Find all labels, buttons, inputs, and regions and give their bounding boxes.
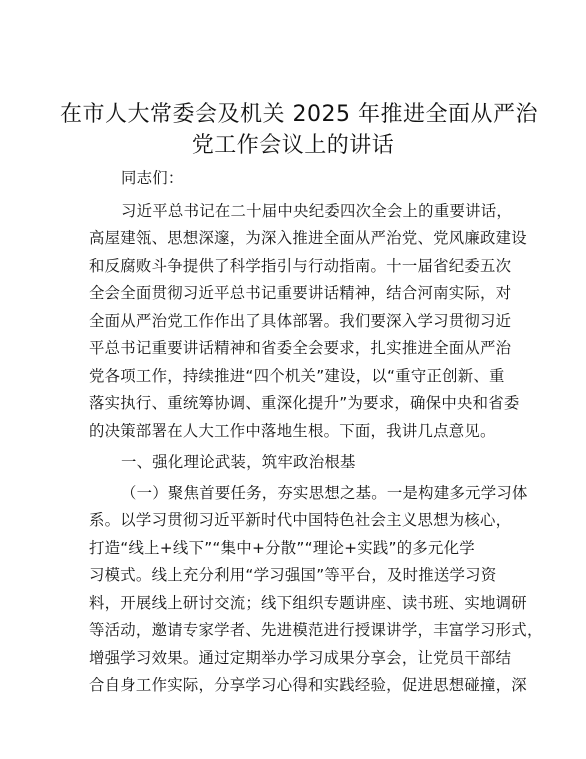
salutation: 同志们： xyxy=(121,169,184,187)
section-line: 系。以学习贯彻习近平新时代中国特色社会主义思想为核心， xyxy=(89,511,512,529)
intro-line: 习近平总书记在二十届中央纪委四次全会上的重要讲话， xyxy=(121,202,513,220)
section-line: 增强学习效果。通过定期举办学习成果分享会，让党员干部结 xyxy=(89,649,512,667)
intro-line: 高屋建瓴、思想深邃，为深入推进全面从严治党、党风廉政建设 xyxy=(89,229,527,247)
intro-line: 党各项工作，持续推进“四个机关”建设，以“重守正创新、重 xyxy=(89,367,505,385)
intro-line: 落实执行、重统筹协调、重深化提升”为要求，确保中央和省委 xyxy=(89,394,520,412)
section-line: 等活动，邀请专家学者、先进模范进行授课讲学，丰富学习形式， xyxy=(89,621,543,639)
section-line: （一）聚焦首要任务，夯实思想之基。一是构建多元学习体 xyxy=(121,484,528,502)
intro-line: 的决策部署在人大工作中落地生根。下面，我讲几点意见。 xyxy=(89,422,496,440)
section-line: 合自身工作实际，分享学习心得和实践经验，促进思想碰撞，深 xyxy=(89,676,527,694)
section-line: 习模式。线上充分利用“学习强国”等平台，及时推送学习资 xyxy=(89,566,497,584)
section-heading: 一、强化理论武装，筑牢政治根基 xyxy=(121,453,356,471)
intro-line: 和反腐败斗争提供了科学指引与行动指南。十一届省纪委五次 xyxy=(89,257,512,275)
intro-line: 平总书记重要讲话精神和省委全会要求，扎实推进全面从严治 xyxy=(89,339,512,357)
intro-line: 全面从严治党工作作出了具体部署。我们要深入学习贯彻习近 xyxy=(89,312,512,330)
document-title-line-1: 在市人大常委会及机关 2025 年推进全面从严治 xyxy=(60,102,538,127)
document-title-line-2: 党工作会议上的讲话 xyxy=(191,133,395,158)
section-line: 打造“线上+线下”“集中+分散”“理论+实践”的多元化学 xyxy=(89,539,475,557)
intro-line: 全会全面贯彻习近平总书记重要讲话精神，结合河南实际，对 xyxy=(89,284,512,302)
section-line: 料，开展线上研讨交流；线下组织专题讲座、读书班、实地调研 xyxy=(89,594,527,612)
